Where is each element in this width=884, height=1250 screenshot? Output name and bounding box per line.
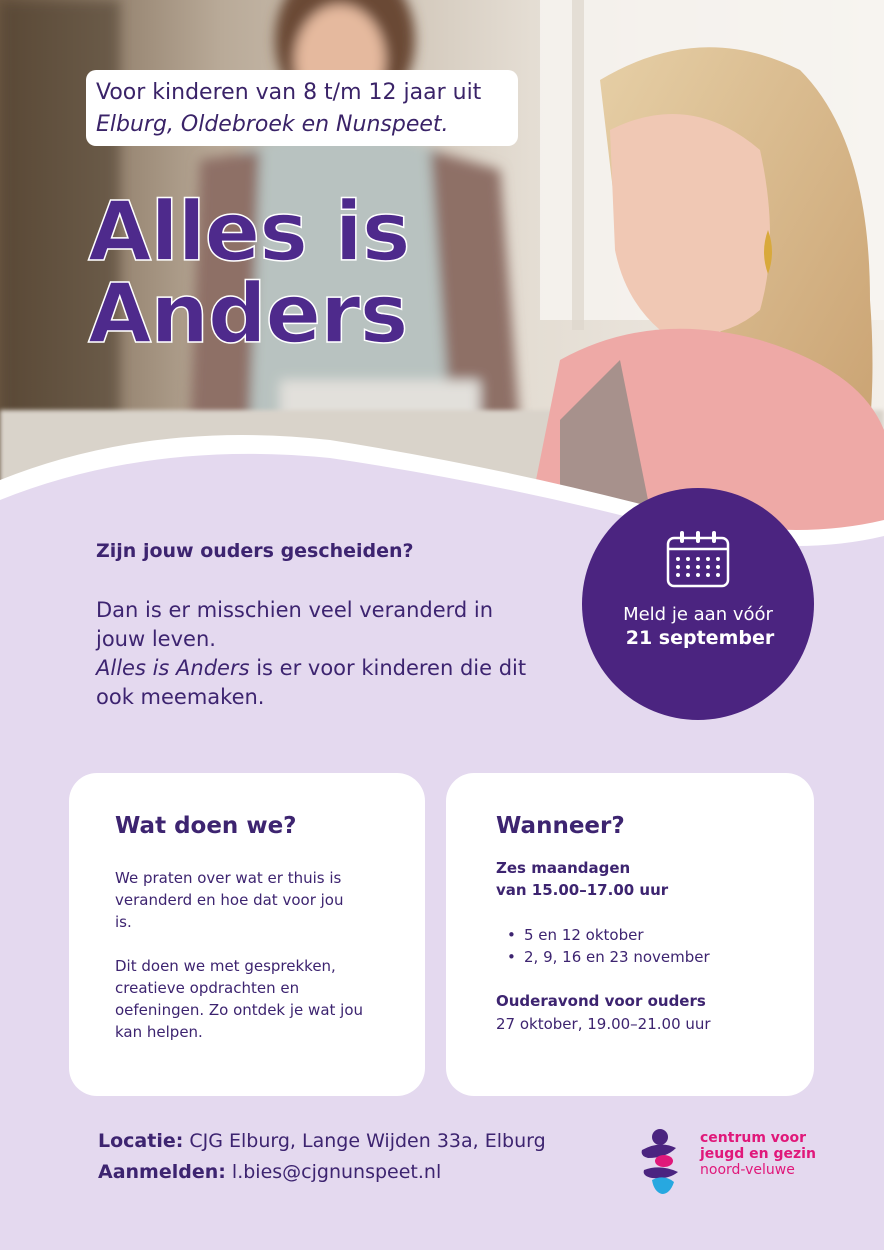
audience-line: Voor kinderen van 8 t/m 12 jaar uit: [96, 80, 482, 105]
intro-line: Dan is er misschien veel veranderd in: [96, 598, 494, 622]
logo-line: centrum voor: [700, 1130, 807, 1146]
paragraph-line: is.: [115, 913, 132, 931]
paragraph-line: Dit doen we met gesprekken,: [115, 957, 336, 975]
cjg-logo-text: [700, 1130, 816, 1178]
intro-line: [96, 654, 566, 683]
intro-question: Zijn jouw ouders gescheiden?: [96, 540, 414, 562]
list-item: • 5 en 12 oktober: [504, 924, 710, 946]
parents-evening-time: 27 oktober, 19.00–21.00 uur: [496, 1015, 711, 1033]
cjg-logo-icon: [636, 1128, 686, 1196]
register-label: Aanmelden:: [98, 1161, 226, 1183]
audience-places: Elburg, Oldebroek en Nunspeet.: [96, 112, 449, 137]
list-item: • 2, 9, 16 en 23 november: [504, 946, 710, 968]
logo-line: jeugd en gezin: [700, 1146, 816, 1162]
what-we-do-card: [69, 773, 425, 1096]
location-value: CJG Elburg, Lange Wijden 33a, Elburg: [183, 1130, 546, 1152]
intro-text: [96, 596, 566, 712]
paragraph-line: creatieve opdrachten en: [115, 979, 300, 997]
deadline-label: Meld je aan vóór: [623, 604, 773, 625]
registration-deadline-badge: [582, 488, 814, 720]
location-label: Locatie:: [98, 1130, 184, 1152]
paragraph-line: We praten over wat er thuis is: [115, 869, 342, 887]
paragraph-line: veranderd en hoe dat voor jou: [115, 891, 344, 909]
location-line: [98, 1130, 546, 1152]
logo-line: noord-veluwe: [700, 1162, 795, 1178]
deadline-date: 21 september: [625, 627, 775, 649]
what-we-do-paragraph-2: [115, 955, 390, 1043]
audience-box: [86, 70, 518, 146]
what-we-do-paragraph-1: [115, 867, 390, 933]
when-heading: Wanneer?: [496, 813, 625, 839]
parents-evening-heading: Ouderavond voor ouders: [496, 992, 706, 1010]
page-title: [88, 185, 410, 362]
sessions-heading: [496, 857, 668, 901]
intro-line-rest: is er voor kinderen die dit: [249, 656, 527, 680]
title-line-1: Alles is: [88, 185, 410, 280]
paragraph-line: oefeningen. Zo ontdek je wat jou: [115, 1001, 364, 1019]
paragraph-line: kan helpen.: [115, 1023, 203, 1041]
calendar-icon: [666, 530, 730, 588]
intro-line: jouw leven.: [96, 627, 216, 651]
sessions-line: Zes maandagen: [496, 859, 631, 877]
what-we-do-heading: Wat doen we?: [115, 813, 297, 839]
intro-program-name: Alles is Anders: [96, 656, 250, 680]
register-email-link[interactable]: l.bies@cjgnunspeet.nl: [225, 1161, 442, 1183]
intro-line: ook meemaken.: [96, 685, 265, 709]
sessions-line: van 15.00–17.00 uur: [496, 881, 669, 899]
register-line: [98, 1161, 441, 1183]
when-card: [446, 773, 814, 1096]
session-dates-list: [504, 924, 710, 968]
title-line-2: Anders: [88, 267, 408, 362]
